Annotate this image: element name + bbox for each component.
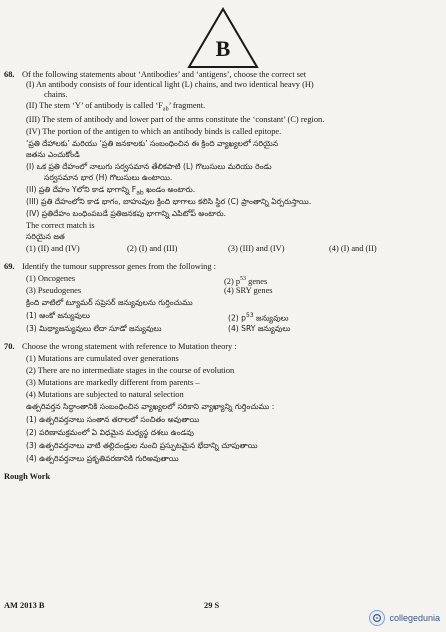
q68-statement-3: (III) The stem of antibody and lower part of the arms constitute the ‘constant’ (C) region. — [26, 115, 325, 124]
q70-option-1[interactable]: (1) Mutations are cumulated over generations — [26, 354, 179, 363]
q68-telugu-statement-2: (II) ప్రతి దేహం Yలోని కాడ భాగాన్ని $F_{ab}$ ఖండం అంటారు. — [26, 185, 196, 197]
q70-option-3[interactable]: (3) Mutations are markedly different from parents – — [26, 378, 200, 387]
q69-telugu-option-4[interactable]: (4) SRY జన్యువులు — [228, 324, 291, 333]
q69-telugu-option-3[interactable]: (3) మిథ్యాజన్యువులు లేదా సూడో జన్యువులు — [26, 324, 162, 333]
q68-option-4[interactable]: (4) (I) and (II) — [329, 244, 377, 253]
q70-telugu-option-3[interactable]: (3) ఉత్పరివర్తనాలు వాటి తల్లిదండ్రుల నుంచి ప్రస్ఫుటమైన భేదాన్ని చూపుతాయి — [26, 441, 258, 450]
q70-option-2[interactable]: (2) There are no intermediate stages in the course of evolution — [26, 366, 235, 375]
q68-statement-4: (IV) The portion of the antigen to which an antibody binds is called epitope. — [26, 127, 282, 136]
rough-work-label: Rough Work — [4, 472, 51, 481]
q69-option-1[interactable]: (1) Oncogenes — [26, 274, 76, 283]
collegedunia-logo-icon — [369, 610, 385, 626]
q69-stem: Identify the tumour suppressor genes from the following : — [22, 262, 216, 271]
q68-telugu-stem: ‘ప్రతి దేహాలకు’ మరియు ‘ప్రతి జనకాలకు’ సంబంధించిన ఈ క్రింది వ్యాఖ్యలలో సరియైన — [26, 139, 279, 148]
q68-statement-2: (II) The stem ‘Y’ of antibody is called ‘$F_{ab}$’ fragment. — [26, 101, 206, 113]
q70-telugu-stem: ఉత్పరివర్తన సిద్ధాంతానికి సంబంధించిన వ్యాఖ్యలలో సరికాని వ్యాఖ్యాన్ని గుర్తించుము : — [26, 402, 275, 411]
q68-option-3[interactable]: (3) (III) and (IV) — [228, 244, 285, 253]
q70-number: 70. — [4, 342, 15, 351]
q68-telugu-stem-cont: జతను ఎంచుకోండి — [26, 150, 80, 159]
q68-stem: Of the following statements about ‘Antibodies’ and ‘antigens’, choose the correct set — [22, 70, 307, 79]
q69-option-4[interactable]: (4) SRY genes — [224, 286, 273, 295]
q69-number: 69. — [4, 262, 15, 271]
q68-telugu-statement-4: (IV) ప్రతిదేహం బంధింపబడే ప్రతిజనకపు భాగాన్ని ఎపిటోప్ అంటారు. — [26, 209, 227, 218]
q68-correct-match-telugu: సరియైన జత — [26, 232, 65, 241]
q70-stem: Choose the wrong statement with reference to Mutation theory : — [22, 342, 237, 351]
q70-telugu-option-2[interactable]: (2) పరిణామక్రమంలో ఏ విధమైన మధ్యస్థ దశలు ఉండవు — [26, 428, 194, 437]
footer-code: AM 2013 B — [4, 601, 45, 610]
q70-telugu-option-4[interactable]: (4) ఉత్పరివర్తనాలు ప్రకృతివరణానికి గురిఅవుతాయి — [26, 454, 179, 463]
q68-option-1[interactable]: (1) (II) and (IV) — [26, 244, 80, 253]
q68-statement-1: (I) An antibody consists of four identical light (L) chains, and two identical heavy (H) — [26, 80, 314, 89]
q69-telugu-option-1[interactable]: (1) ఆంకో జన్యువులు — [26, 311, 90, 320]
q68-telugu-statement-1: (I) ఒక ప్రతి దేహంలో నాలుగు సర్వసమాన తేలికపాటి (L) గొలుసులు మరియు రెండు — [26, 162, 272, 171]
q68-statement-1-cont: chains. — [44, 90, 68, 99]
watermark-text: collegedunia — [389, 613, 440, 623]
q68-number: 68. — [4, 70, 15, 79]
q68-option-2[interactable]: (2) (I) and (III) — [127, 244, 178, 253]
q68-correct-match-label: The correct match is — [26, 221, 95, 230]
q69-option-2[interactable]: (2) $p^{53}$ genes — [224, 276, 268, 286]
q70-telugu-option-1[interactable]: (1) ఉత్పరివర్తనాలు సంతాన తరాలలో సంచితం అవుతాయి — [26, 415, 200, 424]
q69-telugu-stem: క్రింది వాటిలో ట్యూమర్ సప్రెసర్ జన్యువులను గుర్తించుము — [26, 298, 193, 307]
q69-option-3[interactable]: (3) Pseudogenes — [26, 286, 82, 295]
q69-telugu-option-2[interactable]: (2) $p^{53}$ జన్యువులు — [228, 312, 289, 323]
q68-telugu-statement-3: (III) ప్రతి దేహంలోని కాడ భాగం, బాహువుల క్రింది భాగాలు కలిసి స్థిర (C) ప్రాంతాన్ని ఏర్పరుస్తాయి. — [26, 197, 312, 206]
q68-telugu-statement-1-cont: సర్వసమాన భార (H) గొలుసులు ఉంటాయి. — [44, 173, 173, 182]
booklet-code-letter: B — [215, 36, 231, 61]
q70-option-4[interactable]: (4) Mutations are subjected to natural selection — [26, 390, 184, 399]
booklet-code-triangle — [186, 6, 260, 70]
page-number: 29 S — [204, 601, 220, 610]
watermark — [369, 610, 440, 626]
